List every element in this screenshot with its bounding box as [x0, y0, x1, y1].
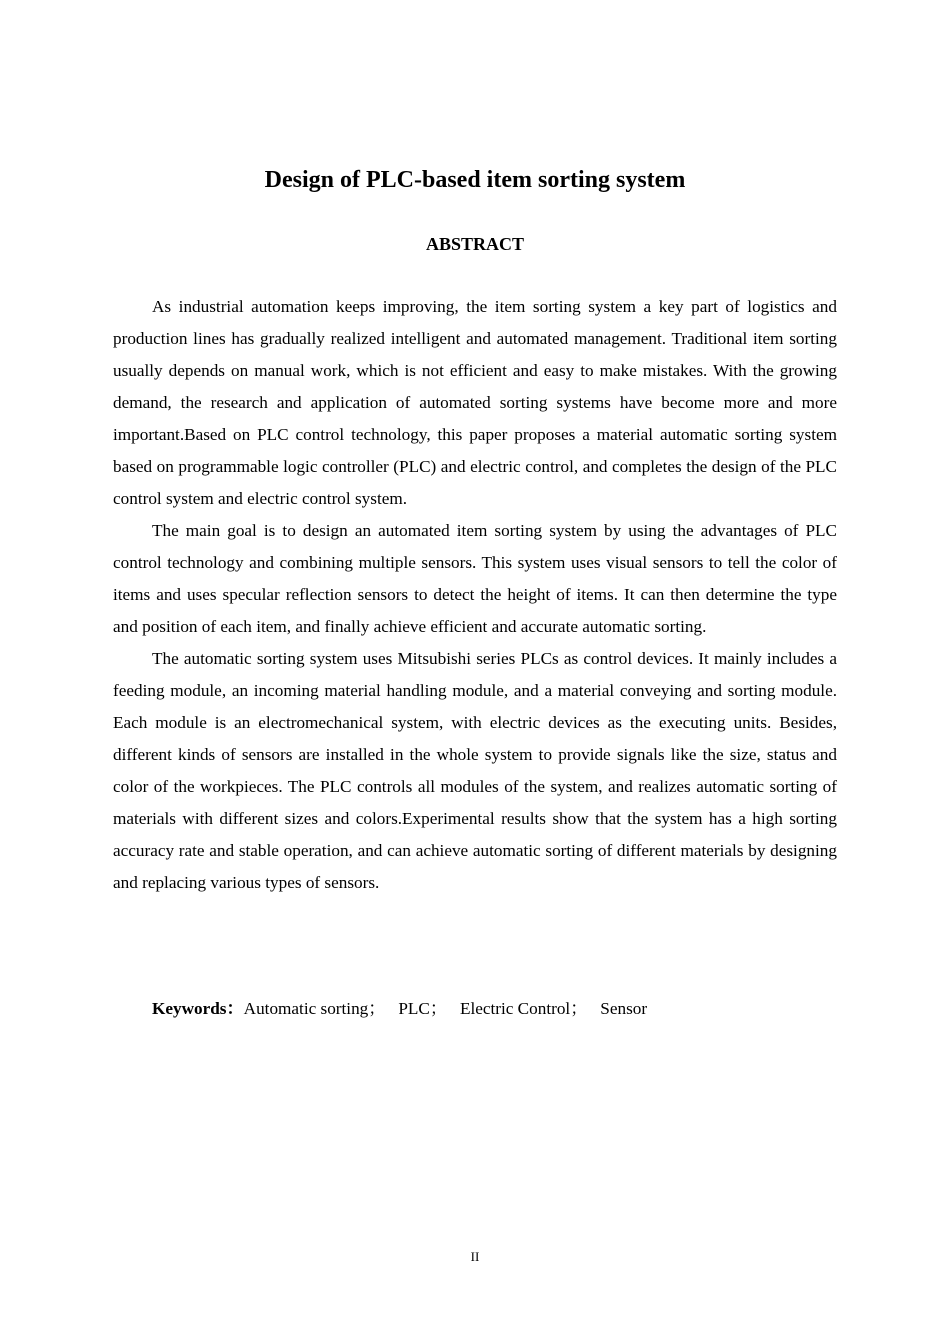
- abstract-paragraph-3: The automatic sorting system uses Mitsubishi series PLCs as control devices. It mainly includes a feeding module, an incoming material handling module, and a material conveying and sorting module. Each module is an electromechanical system, with electric devices as the executing units. Besides, different kinds of sensors are installed in the whole system to provide signals like the size, status and color of the workpieces. The PLC controls all modules of the system, and realizes automatic sorting of materials with different sizes and colors.Experimental results show that the system has a high sorting accuracy rate and stable operation, and can achieve automatic sorting of different materials by designing and replacing various types of sensors.: [113, 649, 837, 892]
- abstract-body: [113, 291, 837, 899]
- keywords-line: [152, 995, 852, 1023]
- page-number: II: [470, 1249, 480, 1264]
- document-title: Design of PLC-based item sorting system: [264, 167, 686, 193]
- keywords-label: Keywords：: [152, 999, 244, 1018]
- keyword-item: Sensor: [600, 999, 648, 1018]
- keyword-item: Automatic sorting；: [243, 999, 386, 1018]
- abstract-paragraph-1: As industrial automation keeps improving, the item sorting system a key part of logistics and production lines has gradually realized intelligent and automated management. Traditional item sorting usually depends on manual work, which is not efficient and easy to make mistakes. With the growing demand, the research and application of automated sorting systems have become more and more important.Based on PLC control technology, this paper proposes a material automatic sorting system based on programmable logic controller (PLC) and electric control, and completes the design of the PLC control system and electric control system.: [113, 297, 837, 508]
- abstract-heading: ABSTRACT: [425, 234, 525, 254]
- keyword-item: PLC；: [398, 999, 448, 1018]
- keyword-item: Electric Control；: [459, 999, 588, 1018]
- abstract-paragraph-2: The main goal is to design an automated item sorting system by using the advantages of PLC control technology and combining multiple sensors. This system uses visual sensors to tell the color of items and uses specular reflection sensors to detect the height of items. It can then determine the type and position of each item, and finally achieve efficient and accurate automatic sorting.: [113, 521, 837, 636]
